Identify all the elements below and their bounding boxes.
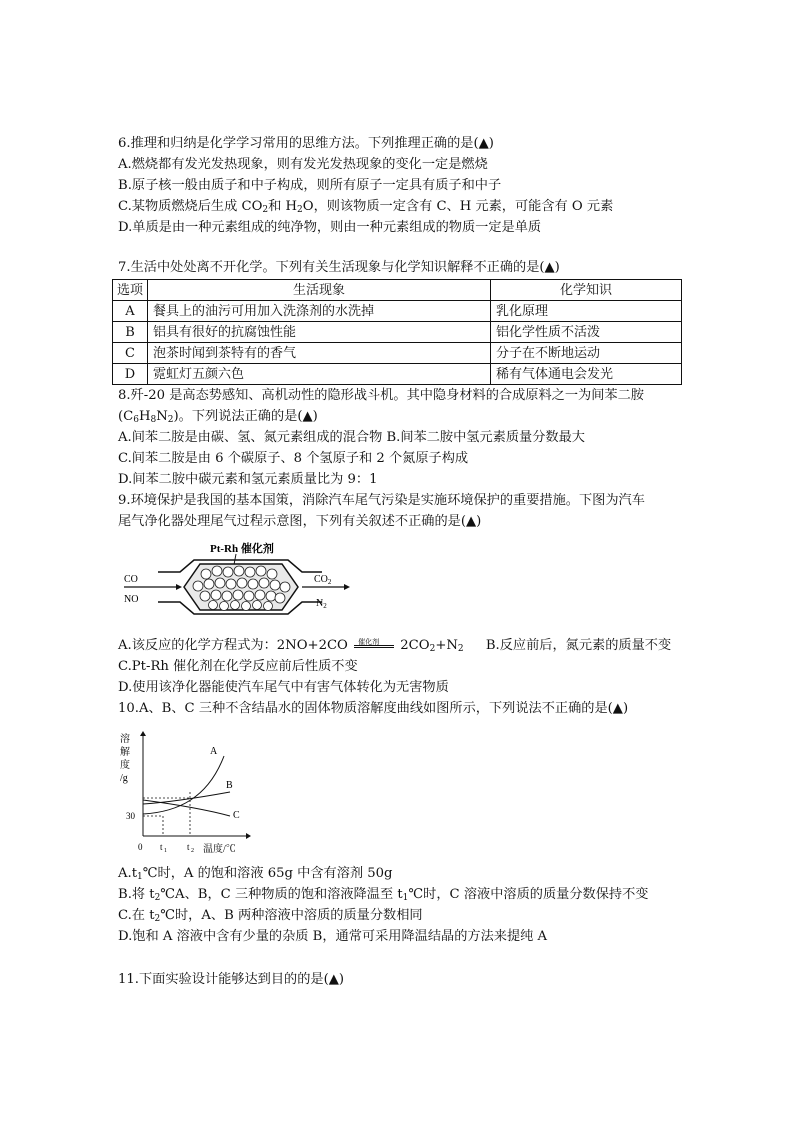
row-knowledge: 铝化学性质不活泼 — [491, 322, 682, 343]
series-label-a: A — [210, 746, 218, 757]
y-axis-label-char: 溶 — [120, 734, 130, 745]
inlet-gas-no: NO — [124, 594, 139, 605]
solubility-chart — [118, 728, 258, 858]
catalytic-converter-diagram — [118, 538, 358, 630]
row-knowledge: 稀有气体通电会发光 — [491, 364, 682, 385]
x-axis-arrow — [246, 833, 251, 839]
q11-stem: 11.下面实验设计能够达到目的的是(▲) — [118, 972, 345, 987]
row-option: A — [113, 301, 148, 322]
x-tick-label: 0 — [138, 842, 143, 852]
q10-stem: 10.A、B、C 三种不含结晶水的固体物质溶解度曲线如图所示，下列说法不正确的是(▲) — [118, 701, 629, 716]
q9-option-d: D.使用该净化器能使汽车尾气中有害气体转化为无害物质 — [118, 680, 449, 695]
row-phenomenon: 铝具有很好的抗腐蚀性能 — [148, 322, 491, 343]
q10-option-d: D.饱和 A 溶液中含有少量的杂质 B，通常可采用降温结晶的方法来提纯 A — [118, 929, 548, 944]
header-phenomenon: 生活现象 — [148, 280, 491, 301]
x-tick-label: t — [187, 842, 190, 852]
x-tick-label-sub: 1 — [164, 848, 167, 854]
x-tick-label-sub: 2 — [191, 848, 194, 854]
y-axis-arrow — [140, 731, 146, 736]
q9-stem-line2: 尾气净化器处理尾气过程示意图，下列有关叙述不正确的是(▲) — [118, 514, 482, 529]
row-knowledge: 分子在不断地运动 — [491, 343, 682, 364]
x-axis-label: 温度/℃ — [203, 844, 236, 855]
q8-stem-line2: $(C_6H_8N_2)$。下列说法正确的是(▲) — [118, 409, 318, 425]
reaction-condition: 催化剂 — [352, 637, 396, 655]
q7-table — [112, 279, 682, 385]
header-option: 选项 — [113, 280, 148, 301]
q8-option-ab: A.间苯二胺是由碳、氢、氮元素组成的混合物 B.间苯二胺中氢元素质量分数最大 — [118, 430, 585, 445]
q10-option-c: C.在 $t_2℃$时，A、B 两种溶液中溶质的质量分数相同 — [118, 908, 423, 924]
q9-option-ab: A.该反应的化学方程式为：2NO+2CO 催化剂 $2CO_2+N_2$ B.反应前后，氮元素的质量不变 — [118, 638, 672, 654]
header-knowledge: 化学知识 — [491, 280, 682, 301]
y-axis-label-char: /g — [120, 773, 128, 784]
table-row — [113, 364, 682, 385]
row-option: B — [113, 322, 148, 343]
q6-stem: 6.推理和归纳是化学学习常用的思维方法。下列推理正确的是(▲) — [118, 136, 494, 151]
q6-option-a: A.燃烧都有发光发热现象，则有发光发热现象的变化一定是燃烧 — [118, 157, 488, 172]
y-tick-label: 30 — [126, 811, 135, 821]
q10-option-b: B.将 $t_2℃A$、B，C 三种物质的饱和溶液降温至 $t_1℃$时，C 溶液中溶质的质量分数保持不变 — [118, 887, 649, 903]
row-phenomenon: 餐具上的油污可用加入洗涤剂的水洗掉 — [148, 301, 491, 322]
table-row — [113, 301, 682, 322]
q6-option-d: D.单质是由一种元素组成的纯净物，则由一种元素组成的物质一定是单质 — [118, 220, 542, 235]
row-phenomenon: 霓虹灯五颜六色 — [148, 364, 491, 385]
row-phenomenon: 泡茶时闻到茶特有的香气 — [148, 343, 491, 364]
q7-stem: 7.生活中处处离不开化学。下列有关生活现象与化学知识解释不正确的是(▲) — [118, 260, 560, 275]
outlet-gas-co2: $CO_2$ — [314, 574, 332, 586]
q8-option-d: D.间苯二胺中碳元素和氢元素质量比为 9：1 — [118, 472, 378, 487]
x-tick-label: t — [160, 842, 163, 852]
catalyst-label: Pt-Rh 催化剂 — [210, 543, 274, 555]
y-axis-label-char: 解 — [120, 747, 130, 758]
row-option: C — [113, 343, 148, 364]
table-header-row — [113, 280, 682, 301]
q8-stem-line1: 8.歼-20 是高态势感知、高机动性的隐形战斗机。其中隐身材料的合成原料之一为间苯二胺 — [118, 388, 644, 403]
series-line-a — [143, 756, 224, 814]
row-knowledge: 乳化原理 — [491, 301, 682, 322]
q8-option-c: C.间苯二胺是由 6 个碳原子、8 个氢原子和 2 个氮原子构成 — [118, 451, 469, 466]
q9-option-c: C.Pt-Rh 催化剂在化学反应前后性质不变 — [118, 659, 358, 674]
y-axis-label-char: 度 — [120, 760, 130, 771]
q6-option-b: B.原子核一般由质子和中子构成，则所有原子一定具有质子和中子 — [118, 178, 502, 193]
q9-stem-line1: 9.环境保护是我国的基本国策，消除汽车尾气污染是实施环境保护的重要措施。下图为汽车 — [118, 493, 645, 508]
series-label-b: B — [226, 780, 233, 791]
series-label-c: C — [233, 810, 240, 821]
inlet-gas-co: CO — [124, 574, 138, 585]
outlet-gas-n2: $N_2$ — [316, 598, 327, 610]
q6-option-c: C.某物质燃烧后生成 $CO_2$和 $H_2O$，则该物质一定含有 C、H 元素，可能含有 O 元素 — [118, 199, 614, 215]
table-row — [113, 343, 682, 364]
q10-option-a: $A.t_1℃$时，A 的饱和溶液 65g 中含有溶剂 50g — [118, 866, 393, 882]
row-option: D — [113, 364, 148, 385]
table-row — [113, 322, 682, 343]
